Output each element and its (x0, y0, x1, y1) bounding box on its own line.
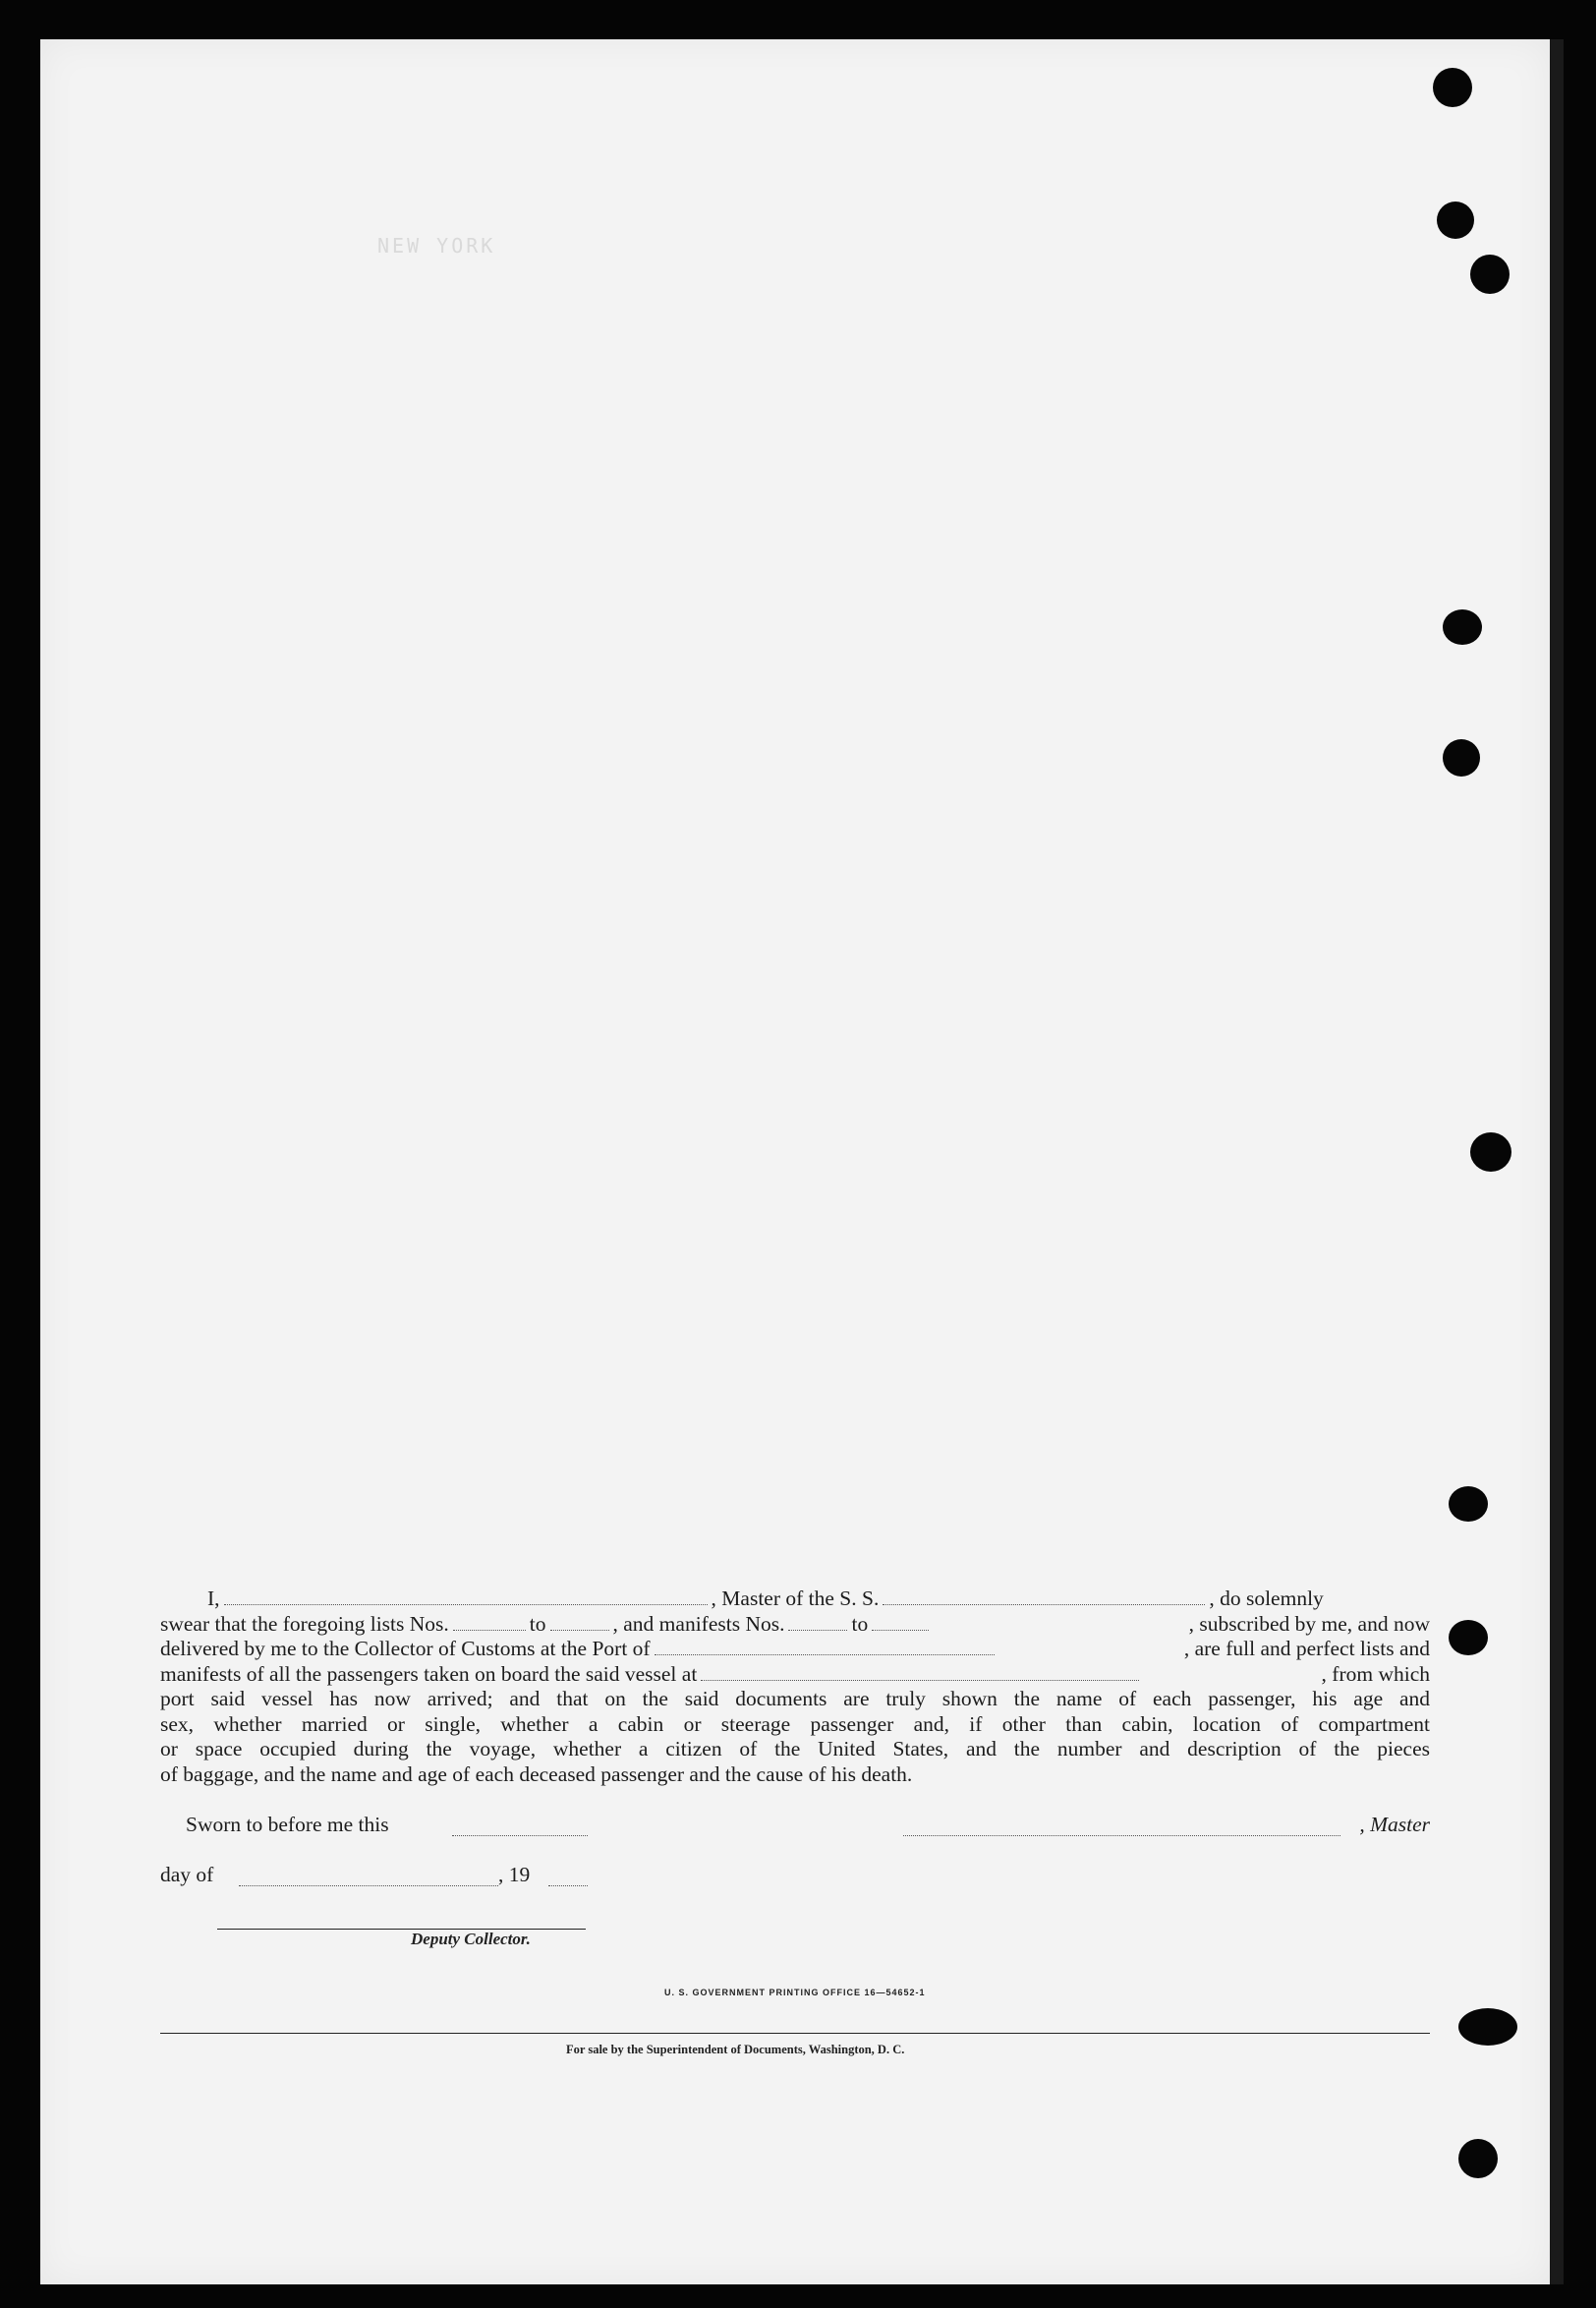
oath-line (160, 1587, 1430, 1612)
punch-hole (1458, 2139, 1498, 2178)
departure-port-blank (701, 1679, 1139, 1681)
punch-hole (1449, 1620, 1488, 1655)
sworn-day-blank (452, 1834, 588, 1836)
year-blank (548, 1884, 588, 1886)
oath-text: swear that the foregoing lists Nos. (160, 1611, 449, 1636)
footer-rule (160, 2033, 1430, 2034)
oath-paragraph (160, 1587, 1430, 1787)
oath-text: , subscribed by me, and now (1188, 1611, 1430, 1636)
oath-text: to (851, 1611, 869, 1636)
sale-notice: For sale by the Superintendent of Documents, Washington, D. C. (566, 2043, 905, 2056)
day-of-label: day of (160, 1863, 214, 1886)
ship-name-blank (883, 1603, 1205, 1605)
oath-text: , Master of the S. S. (711, 1587, 880, 1610)
oath-line (160, 1637, 1430, 1662)
master-name-blank (224, 1603, 708, 1605)
punch-hole (1433, 68, 1472, 107)
oath-text: delivered by me to the Collector of Customs at the Port of (160, 1637, 651, 1660)
oath-text: manifests of all the passengers taken on board the said vessel at (160, 1661, 698, 1686)
punch-hole (1470, 1132, 1511, 1172)
page-edge-shadow (1550, 39, 1564, 2284)
punch-hole (1437, 202, 1474, 239)
oath-text: , and manifests Nos. (612, 1611, 785, 1636)
oath-text: or space occupied during the voyage, whether a citizen of the United States, and the number and description of the pieces (160, 1737, 1430, 1760)
master-signature-line (903, 1834, 1340, 1836)
manifest-from-blank (788, 1629, 847, 1631)
punch-hole (1470, 255, 1510, 294)
oath-text: port said vessel has now arrived; and that on the said documents are truly shown the name of each passenger, his age and (160, 1687, 1430, 1710)
deputy-collector-label: Deputy Collector. (411, 1930, 531, 1948)
year-prefix: , 19 (498, 1863, 531, 1886)
oath-text: , are full and perfect lists and (1183, 1637, 1430, 1660)
oath-text: sex, whether married or single, whether a cabin or steerage passenger and, if other than cabin, location of compartment (160, 1711, 1430, 1736)
oath-line (160, 1612, 1430, 1638)
list-to-blank (550, 1629, 609, 1631)
master-label: , Master (1359, 1813, 1430, 1836)
document-page (40, 39, 1550, 2284)
port-blank (655, 1653, 995, 1655)
oath-text: I, (207, 1587, 220, 1610)
oath-text: to (529, 1611, 546, 1636)
oath-line (160, 1662, 1430, 1688)
punch-hole (1449, 1486, 1488, 1522)
oath-text: , do solemnly (1209, 1587, 1324, 1610)
punch-hole (1443, 609, 1482, 645)
faint-stamp: NEW YORK (377, 234, 496, 258)
list-from-blank (453, 1629, 526, 1631)
oath-text: of baggage, and the name and age of each deceased passenger and the cause of his death. (160, 1761, 913, 1786)
punch-hole (1443, 739, 1480, 777)
manifest-to-blank (872, 1629, 929, 1631)
month-blank (239, 1884, 498, 1886)
sworn-label: Sworn to before me this (186, 1813, 389, 1836)
oath-text: , from which (1321, 1661, 1430, 1686)
printer-imprint: U. S. GOVERNMENT PRINTING OFFICE 16—54652-1 (664, 1988, 926, 1997)
punch-hole (1458, 2008, 1517, 2046)
